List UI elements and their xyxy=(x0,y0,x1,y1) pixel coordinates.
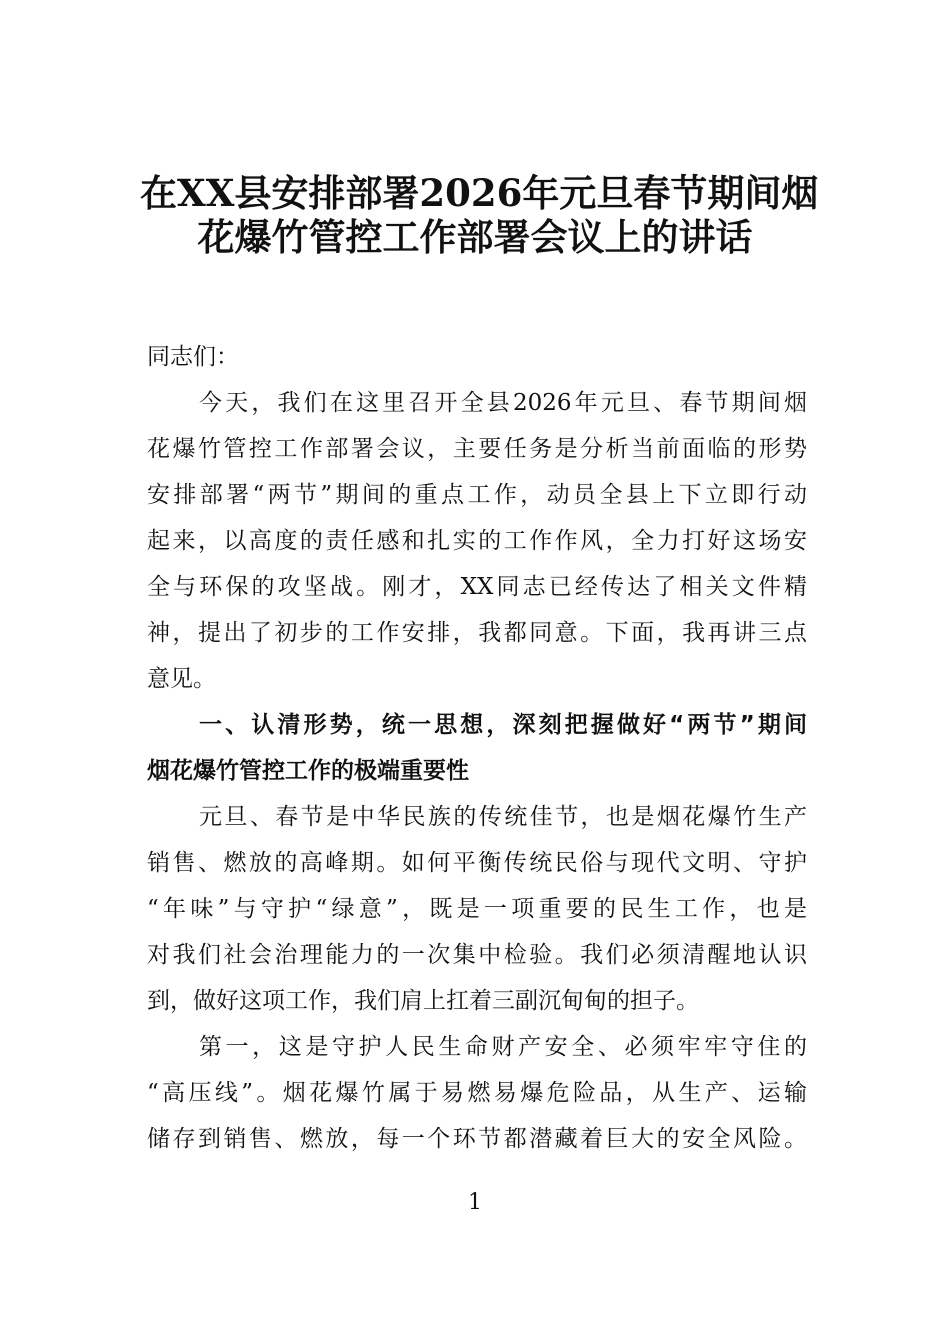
paragraph-line: 神，提出了初步的工作安排，我都同意。下面，我再讲三点 xyxy=(147,620,807,646)
paragraph-line: “年味”与守护“绿意”，既是一项重要的民生工作，也是 xyxy=(147,896,807,922)
paragraph-line: 第一，这是守护人民生命财产安全、必须牢牢守住的 xyxy=(199,1034,807,1060)
document-title-line-2: 花爆竹管控工作部署会议上的讲话 xyxy=(197,215,753,259)
section-heading-line: 一、认清形势，统一思想，深刻把握做好“两节”期间 xyxy=(199,712,807,738)
paragraph-line: 意见。 xyxy=(147,666,216,692)
paragraph-line: “高压线”。烟花爆竹属于易燃易爆危险品，从生产、运输 xyxy=(147,1080,807,1106)
paragraph-line: 全与环保的攻坚战。刚才，XX同志已经传达了相关文件精 xyxy=(147,574,807,600)
paragraph-line: 元旦、春节是中华民族的传统佳节，也是烟花爆竹生产 xyxy=(199,804,807,830)
paragraph-line: 安排部署“两节”期间的重点工作，动员全县上下立即行动 xyxy=(147,482,807,508)
paragraph-line: 起来，以高度的责任感和扎实的工作作风，全力打好这场安 xyxy=(147,528,807,554)
paragraph-line: 对我们社会治理能力的一次集中检验。我们必须清醒地认识 xyxy=(147,942,807,968)
page-number: 1 xyxy=(468,1190,482,1215)
paragraph-line: 到，做好这项工作，我们肩上扛着三副沉甸甸的担子。 xyxy=(147,988,699,1014)
paragraph-line: 销售、燃放的高峰期。如何平衡传统民俗与现代文明、守护 xyxy=(147,850,807,876)
salutation: 同志们： xyxy=(147,344,239,370)
section-heading-line: 烟花爆竹管控工作的极端重要性 xyxy=(147,758,469,784)
document-title-line-1: 在XX县安排部署2026年元旦春节期间烟 xyxy=(140,171,819,215)
paragraph-line: 储存到销售、燃放，每一个环节都潜藏着巨大的安全风险。 xyxy=(147,1126,807,1152)
paragraph-line: 今天，我们在这里召开全县2026年元旦、春节期间烟 xyxy=(199,390,807,416)
paragraph-line: 花爆竹管控工作部署会议，主要任务是分析当前面临的形势 xyxy=(147,436,807,462)
